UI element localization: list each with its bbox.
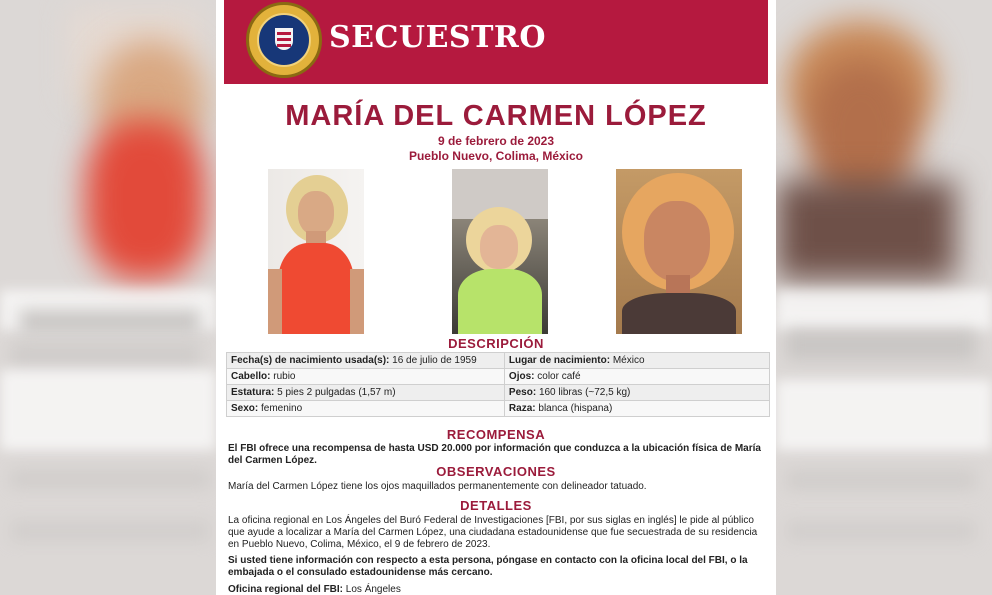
section-recompensa: RECOMPENSA [446, 427, 546, 442]
details-text: La oficina regional en Los Ángeles del Buró Federal de Investigaciones [FBI, por sus siglas en inglés] le pide al público que ayude a localizar a María del Carmen López, una ciudadana estadounidense que fue secuestrada de su residencia en Pueblo Nuevo, Colima, México, el 9 de febrero de 2023. [228, 515, 758, 550]
description-label: Fecha(s) de nacimiento usada(s): [231, 355, 390, 366]
description-row [227, 401, 770, 417]
description-label: Peso: [508, 387, 537, 398]
background-left [0, 0, 216, 595]
description-cell [227, 385, 505, 401]
section-observaciones: OBSERVACIONES [436, 464, 556, 479]
description-value: blanca (hispana) [538, 403, 613, 414]
description-row [227, 369, 770, 385]
description-cell [504, 369, 769, 385]
description-label: Estatura: [231, 387, 275, 398]
description-value: femenino [261, 403, 303, 414]
description-row [227, 353, 770, 369]
banner-title: SECUESTRO [329, 20, 546, 55]
description-value: 16 de julio de 1959 [392, 355, 477, 366]
photo-3 [616, 169, 742, 334]
wanted-poster [216, 0, 776, 595]
section-detalles: DETALLES [460, 498, 532, 513]
description-value: color café [537, 371, 581, 382]
description-cell [227, 369, 505, 385]
contact-text: Si usted tiene información con respecto a esta persona, póngase en contacto con la oficina local del FBI, o la embajada o el consulado estadounidense más cercano. [228, 555, 748, 578]
description-value: 5 pies 2 pulgadas (1,57 m) [277, 387, 396, 398]
incident-date: 9 de febrero de 2023 [437, 134, 555, 148]
description-row [227, 385, 770, 401]
photo-1 [268, 169, 364, 334]
field-office-value: Los Ángeles [345, 584, 401, 595]
incident-location: Pueblo Nuevo, Colima, México [408, 149, 584, 163]
field-office [228, 584, 768, 595]
observations-text: María del Carmen López tiene los ojos maquillados permanentemente con delineador tatuado. [228, 481, 647, 492]
field-office-label: Oficina regional del FBI: [228, 584, 344, 595]
section-descripcion: DESCRIPCIÓN [448, 336, 544, 351]
description-cell [504, 353, 769, 369]
description-cell [504, 401, 769, 417]
fbi-seal-icon [246, 2, 322, 78]
description-value: rubio [273, 371, 296, 382]
description-label: Raza: [508, 403, 536, 414]
description-cell [227, 353, 505, 369]
description-table [226, 352, 770, 417]
photo-2 [452, 169, 548, 334]
person-name: MARÍA DEL CARMEN LÓPEZ [285, 100, 707, 132]
description-label: Lugar de nacimiento: [508, 355, 611, 366]
description-label: Sexo: [231, 403, 259, 414]
background-right [776, 0, 992, 595]
description-value: 160 libras (~72,5 kg) [538, 387, 631, 398]
reward-text: El FBI ofrece una recompensa de hasta USD 20.000 por información que conduzca a la ubicación física de María del Carmen López. [228, 443, 761, 466]
description-cell [504, 385, 769, 401]
header-banner [224, 0, 768, 84]
description-label: Cabello: [231, 371, 271, 382]
description-cell [227, 401, 505, 417]
description-value: México [612, 355, 645, 366]
description-label: Ojos: [508, 371, 535, 382]
